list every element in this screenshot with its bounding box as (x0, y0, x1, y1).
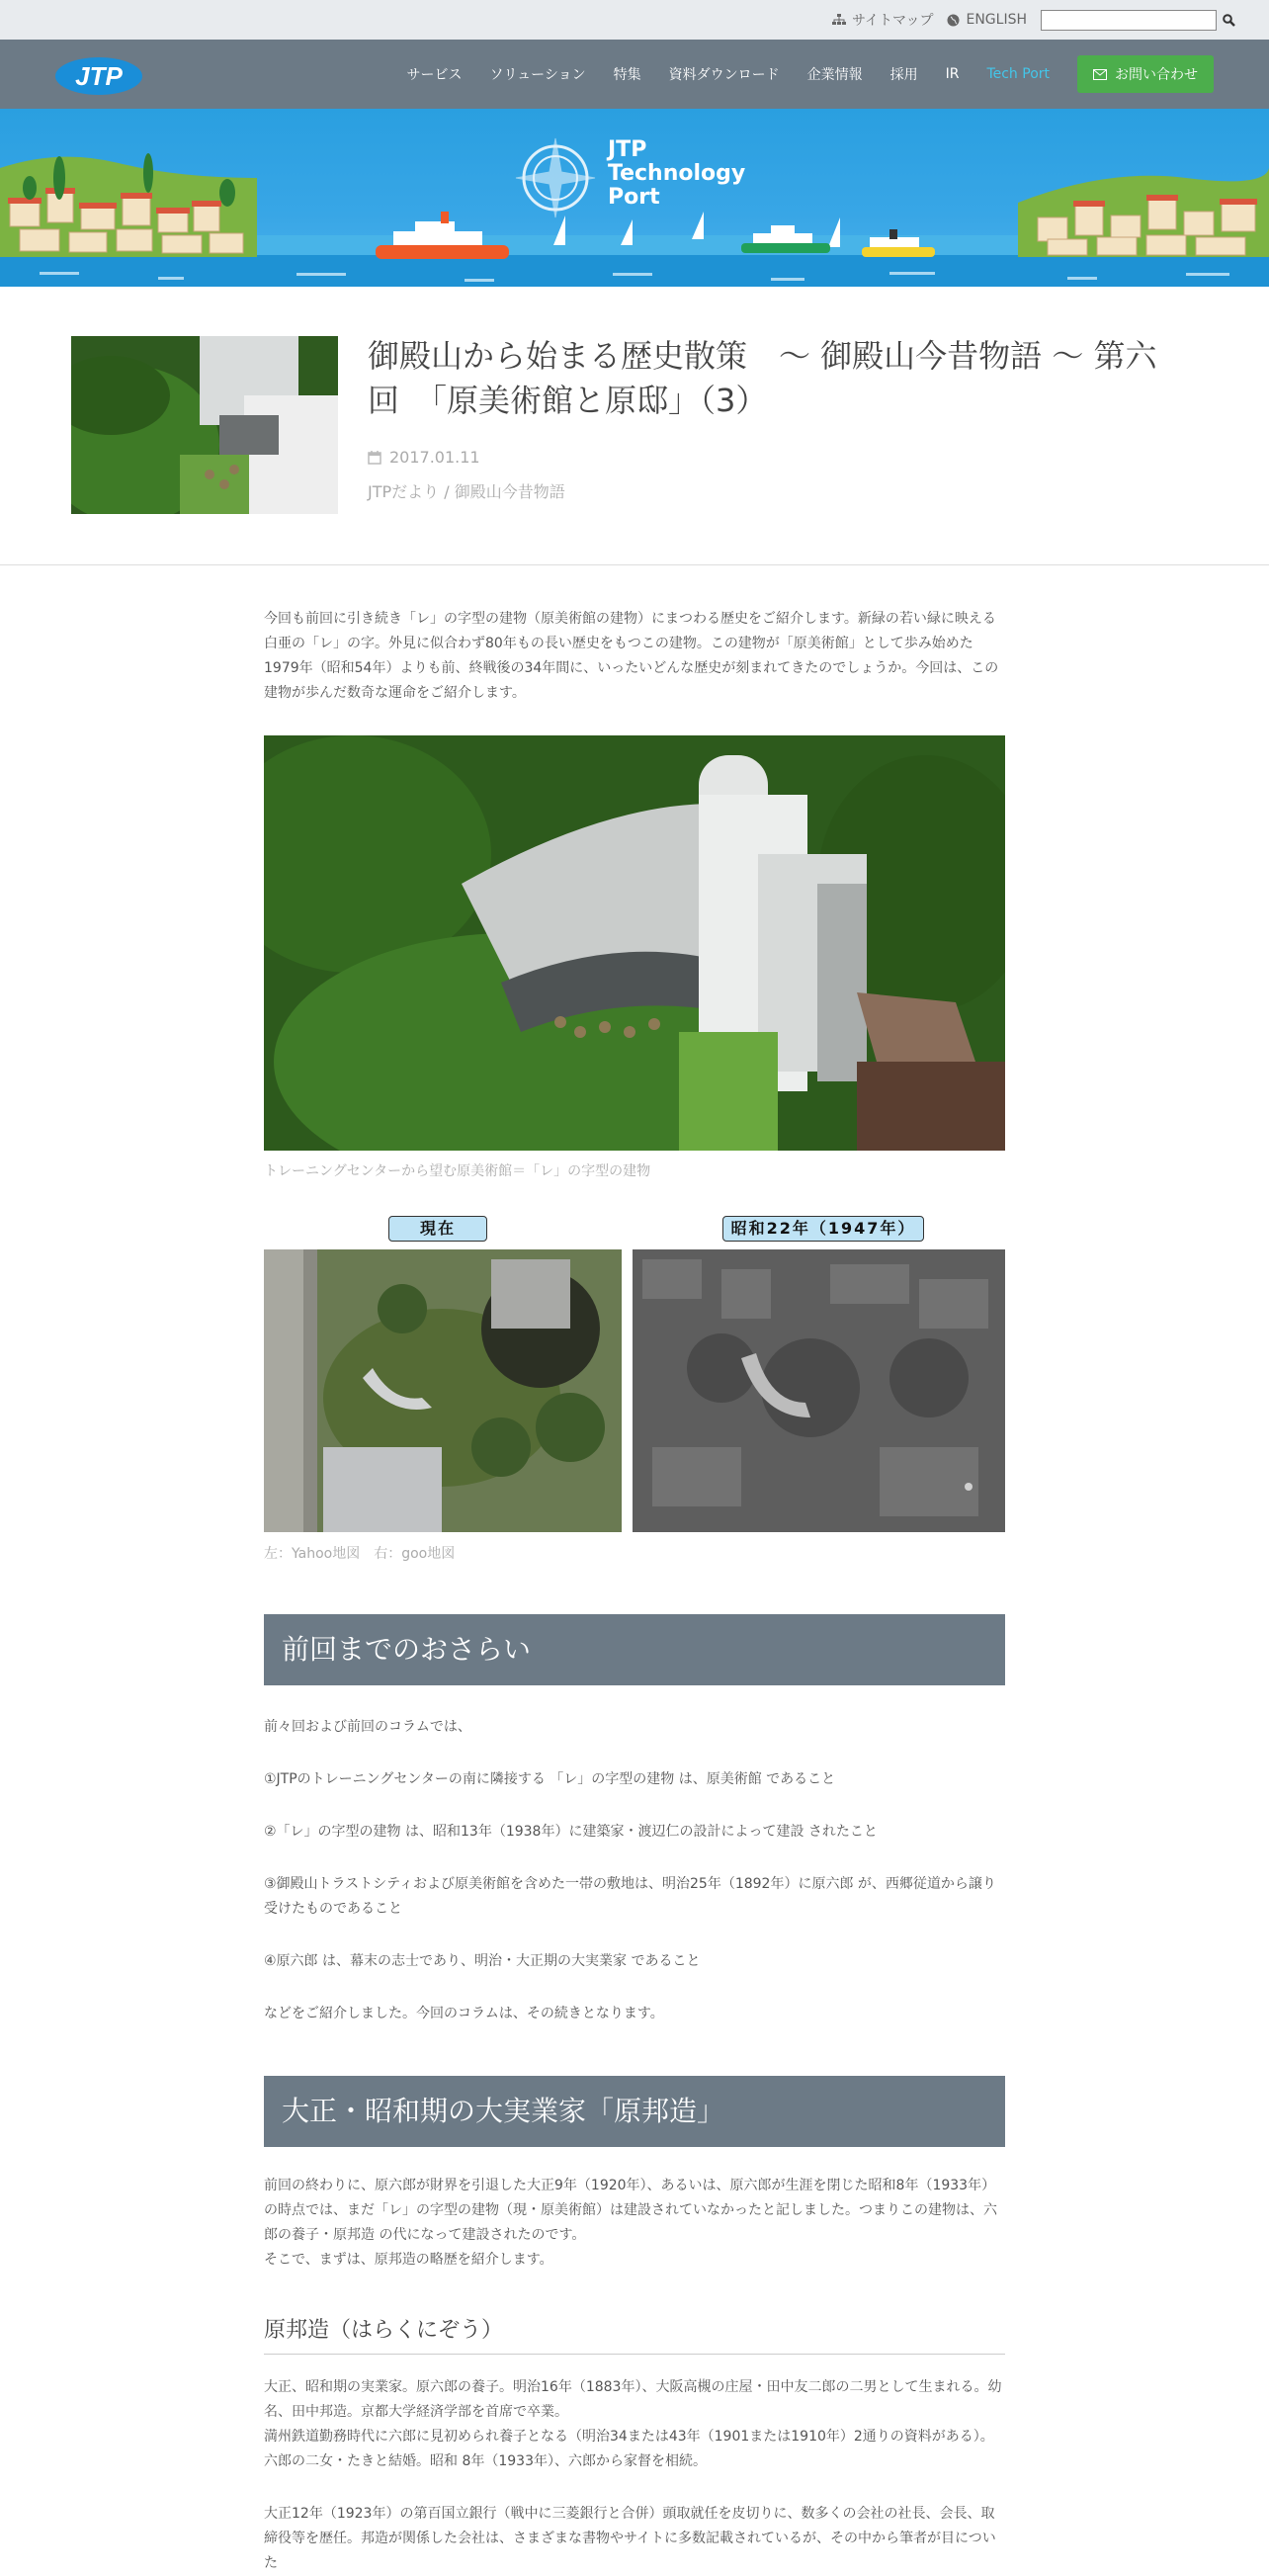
english-label: ENGLISH (966, 12, 1027, 28)
recap-paragraph-3: ③御殿山トラストシティおよび原美術館を含めた一帯の敷地は、明治25年（1892年）に原六郎 が、西郷従道から譲り受けたものであること (264, 1876, 996, 1917)
current-aerial-map (264, 1249, 622, 1532)
nav-item-features[interactable]: 特集 (613, 67, 641, 83)
globe-icon (947, 14, 960, 27)
category-breadcrumb[interactable]: JTPだより / 御殿山今昔物語 (368, 482, 565, 501)
nav-item-recruit[interactable]: 採用 (889, 67, 918, 83)
nav-item-solutions[interactable]: ソリューション (489, 67, 586, 83)
map-label-current: 現在 (388, 1216, 487, 1242)
utility-links (832, 0, 1235, 40)
search-input[interactable] (1041, 10, 1217, 31)
nav-item-services[interactable]: サービス (406, 67, 463, 83)
section2-paragraph-2: そこで、まずは、原邦造の略歴を紹介します。 (264, 2252, 553, 2268)
envelope-icon (1093, 69, 1107, 80)
recap-paragraph-0: 前々回および前回のコラムでは、 (264, 1719, 471, 1735)
sitemap-label: サイトマップ (852, 13, 934, 29)
tech-port-banner (0, 109, 1269, 287)
nav-item-tech-port[interactable]: Tech Port (986, 66, 1050, 82)
english-link[interactable] (947, 12, 1027, 28)
bio-paragraph-3: 大正12年（1923年）の第百国立銀行（戦中に三菱銀行と合併）頭取就任を皮切りに、数多くの会社の社長、会長、取締役等を歴任。邦造が関係した会社は、さまざまな書物やサイトに多数記載されているが、その中から筆者が目についた (264, 2506, 996, 2571)
search-box (1041, 10, 1235, 31)
intro-paragraph: 今回も前回に引き続き「レ」の字型の建物（原美術館の建物）にまつわる歴史をご紹介します。新緑の若い緑に映える白亜の「レ」の字。外見に似合わず80年もの長い歴史をもつこの建物。この建物が「原美術館」として歩み始めた1979年（昭和54年）よりも前、終戦後の34年間に、いったいどんな歴史が刻まれてきたのでしょうか。今回は、この建物が歩んだ数奇な運命をご紹介します。 (264, 611, 999, 701)
section2-paragraph-1: 前回の終わりに、原六郎が財界を引退した大正9年（1920年）、あるいは、原六郎が生涯を閉じた昭和8年（1933年）の時点では、まだ「レ」の字型の建物（現・原美術館）は建設されていなかったと記しました。つまりこの建物は、六郎の養子・原邦造 の代になって建設されたのです。 (264, 2178, 997, 2243)
map-comparison (264, 1216, 1005, 1532)
banner-line-1: JTP (608, 137, 647, 162)
recap-paragraph-4: ④原六郎 は、幕末の志士であり、明治・大正期の大実業家 であること (264, 1953, 701, 1969)
sitemap-link[interactable] (832, 10, 933, 30)
bio-paragraph-1: 大正、昭和期の実業家。原六郎の養子。明治16年（1883年）、大阪高槻の庄屋・田中友二郎の二男として生まれる。幼名、田中邦造。京都大学経済学部を首席で卒業。 (264, 2379, 1002, 2420)
logo-text: JTP (75, 61, 123, 91)
contact-label: お問い合わせ (1115, 67, 1198, 83)
nav-item-downloads[interactable]: 資料ダウンロード (668, 67, 780, 83)
recap-paragraph-1: ①JTPのトレーニングセンターの南に隣接する 「レ」の字型の建物 は、原美術館 であること (264, 1771, 836, 1787)
utility-bar (0, 0, 1269, 40)
nav-item-ir[interactable]: IR (945, 66, 960, 82)
tech-port-title (608, 138, 745, 210)
page-title: 御殿山から始まる歴史散策 ～ 御殿山今昔物語 ～ 第六回 「原美術館と原邸」（3） (368, 337, 1157, 419)
map-caption: 左：Yahoo地図 右：goo地図 (264, 1546, 456, 1562)
section-heading-recap: 前回までのおさらい (264, 1614, 1005, 1685)
jtp-logo[interactable] (55, 56, 142, 96)
recap-paragraph-5: などをご紹介しました。今回のコラムは、その続きとなります。 (264, 2006, 664, 2021)
bio-paragraph-2: 満州鉄道勤務時代に六郎に見初められ養子となる（明治34または43年（1901または1910年）2通りの資料がある）。六郎の二女・たきと結婚。昭和 8年（1933年）、六郎から家督を相続。 (264, 2429, 994, 2469)
photo-caption: トレーニングセンターから望む原美術館＝「レ」の字型の建物 (264, 1163, 651, 1179)
calendar-icon (368, 451, 381, 465)
main-navbar (0, 40, 1269, 109)
1947-aerial-map (633, 1249, 1005, 1532)
article-header (0, 287, 1269, 565)
nav-item-company[interactable]: 企業情報 (806, 67, 863, 83)
search-icon[interactable] (1223, 14, 1235, 27)
recap-paragraph-2: ②「レ」の字型の建物 は、昭和13年（1938年）に建築家・渡辺仁の設計によって建設 されたこと (264, 1824, 878, 1840)
banner-line-3: Port (608, 185, 660, 210)
article-thumbnail (71, 336, 338, 514)
contact-button[interactable] (1077, 55, 1214, 93)
map-label-1947: 昭和22年（1947年） (722, 1216, 924, 1242)
building-photo (264, 735, 1005, 1151)
section-heading-hara-kunizo: 大正・昭和期の大実業家「原邦造」 (264, 2076, 1005, 2147)
banner-line-2: Technology (608, 161, 746, 186)
sitemap-icon (832, 14, 846, 26)
post-date-text: 2017.01.11 (389, 448, 480, 467)
subheading-hara-kunizo: 原邦造（はらくにぞう） (264, 2313, 1005, 2355)
primary-nav (380, 40, 1214, 109)
post-date (368, 448, 480, 467)
